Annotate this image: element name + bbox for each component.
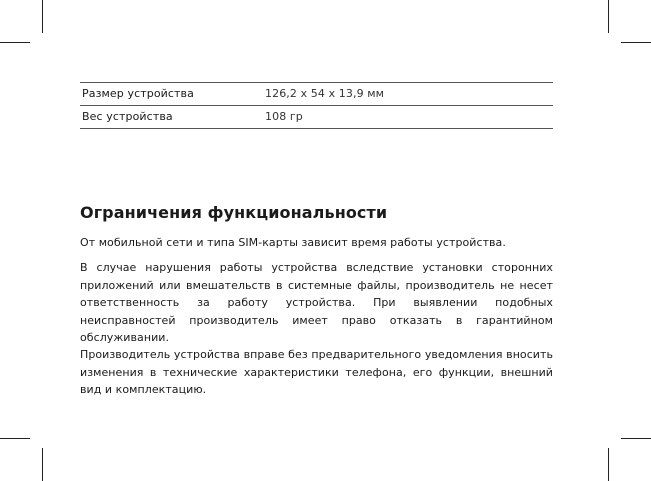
paragraph-network: От мобильной сети и типа SIM-карты зависит время работы устройства. bbox=[80, 236, 506, 249]
crop-mark-top-right-vertical bbox=[608, 0, 609, 33]
spec-table bbox=[80, 82, 553, 129]
crop-mark-top-left-horizontal bbox=[0, 42, 30, 43]
crop-mark-bottom-right-vertical bbox=[608, 448, 609, 481]
paragraph-changes: Производитель устройства вправе без предварительного уведомления вносить изменения в технические характеристики телефона, его функции, внешний вид и комплектацию. bbox=[80, 348, 553, 396]
crop-mark-bottom-left-horizontal bbox=[0, 438, 30, 439]
spec-row-size bbox=[80, 83, 553, 106]
crop-mark-bottom-right-horizontal bbox=[621, 438, 651, 439]
paragraph-warranty: В случае нарушения работы устройства вследствие установки сторонних приложений или вмешательств в системные файлы, производитель не несет ответственность за работу устройства. При выявлении подобных неисправностей производитель имеет право отказать в гарантийном обслуживании. bbox=[80, 261, 553, 344]
spec-value: 108 гр bbox=[265, 110, 303, 123]
crop-mark-bottom-left-vertical bbox=[42, 448, 43, 481]
spec-label: Вес устройства bbox=[82, 110, 173, 123]
spec-row-weight bbox=[80, 106, 553, 129]
crop-mark-top-right-horizontal bbox=[621, 42, 651, 43]
section-title: Ограничения функциональности bbox=[80, 203, 388, 222]
crop-mark-top-left-vertical bbox=[42, 0, 43, 33]
spec-value: 126,2 x 54 x 13,9 мм bbox=[265, 87, 385, 100]
spec-label: Размер устройства bbox=[82, 87, 194, 100]
